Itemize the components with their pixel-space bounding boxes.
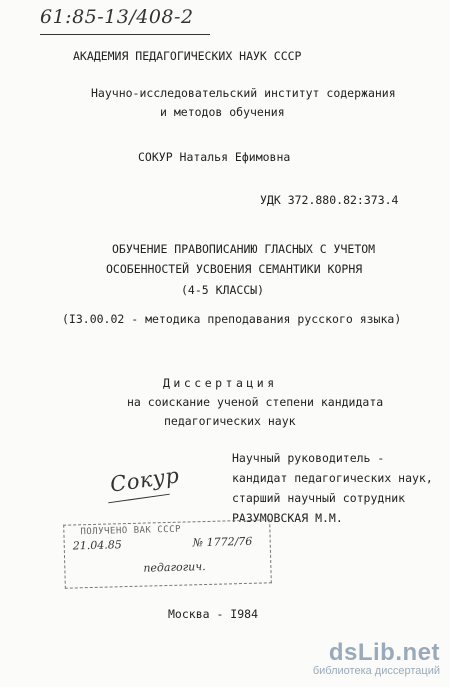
- watermark-logo-tld: .net: [395, 639, 440, 666]
- stamp-header: ПОЛУЧЕНО ВАК СССР: [80, 524, 182, 538]
- udk-code: УДК 372.880.82:373.4: [260, 193, 399, 207]
- site-watermark: [313, 639, 440, 677]
- document-type: Диссертация: [163, 376, 278, 390]
- supervisor-name: РАЗУМОВСКАЯ М.М.: [232, 511, 343, 525]
- author-name: СОКУР Наталья Ефимовна: [138, 150, 291, 164]
- title-line-1: ОБУЧЕНИЕ ПРАВОПИСАНИЮ ГЛАСНЫХ С УЧЕТОМ: [112, 242, 376, 256]
- supervisor-position: старший научный сотрудник: [232, 491, 406, 505]
- archive-number-handwritten: 61:85-13/408-2: [40, 6, 194, 28]
- title-line-2: ОСОБЕННОСТЕЙ УСВОЕНИЯ СЕМАНТИКИ КОРНЯ: [106, 262, 363, 276]
- degree-line-1: на соискание ученой степени кандидата: [127, 395, 384, 409]
- receipt-stamp: [63, 519, 272, 588]
- stamp-date: 21.04.85: [72, 538, 122, 553]
- archive-number-underline: [40, 34, 210, 35]
- watermark-logo-main: dsLib: [328, 639, 396, 666]
- degree-line-2: педагогических наук: [164, 414, 296, 428]
- author-signature: Сокур: [108, 463, 181, 497]
- specialty-code: (I3.00.02 - методика преподавания русского языка): [62, 312, 402, 326]
- stamp-number: № 1772/76: [192, 534, 253, 550]
- supervisor-role: Научный руководитель -: [232, 451, 385, 465]
- title-line-3: (4-5 КЛАССЫ): [181, 283, 265, 297]
- stamp-note: педагогич.: [143, 560, 206, 575]
- city-year: Москва - I984: [168, 607, 259, 621]
- watermark-subtitle: библиотека диссертаций: [312, 665, 440, 677]
- academy-name: АКАДЕМИЯ ПЕДАГОГИЧЕСКИХ НАУК СССР: [73, 49, 302, 63]
- institute-line-1: Научно-исследовательский институт содержания: [91, 86, 396, 100]
- supervisor-degree: кандидат педагогических наук,: [232, 471, 433, 485]
- institute-line-2: и методов обучения: [160, 105, 285, 119]
- watermark-logo: [313, 639, 440, 667]
